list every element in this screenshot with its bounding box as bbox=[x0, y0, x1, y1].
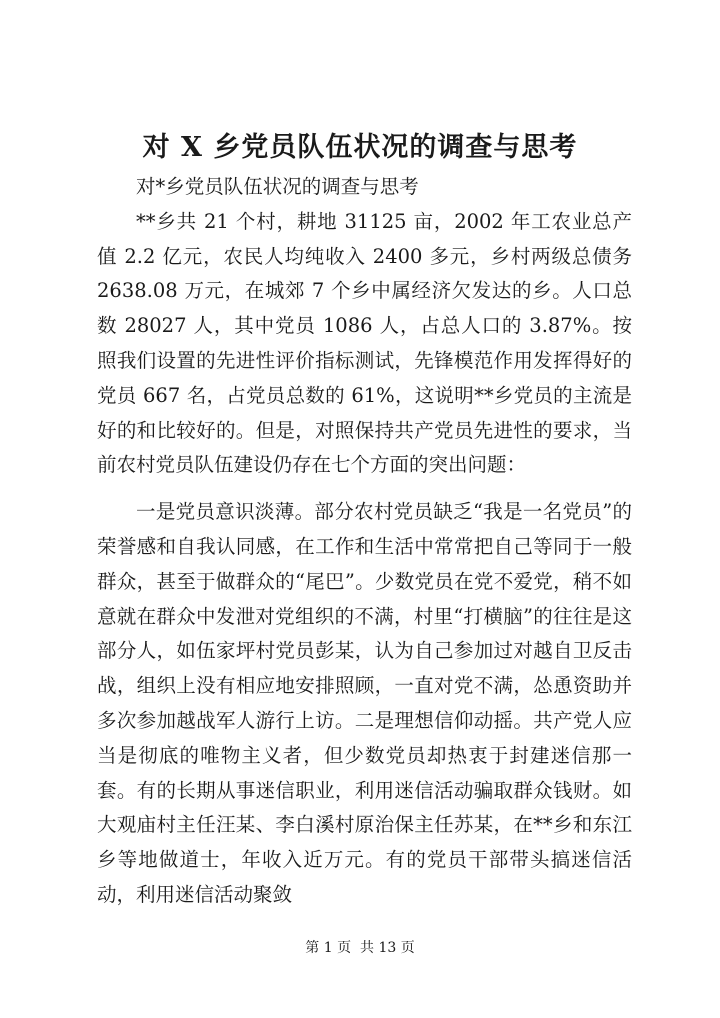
document-body bbox=[97, 170, 632, 913]
document-title: 对 X 乡党员队伍状况的调查与思考 bbox=[142, 132, 578, 163]
paragraph-spacer bbox=[97, 483, 632, 495]
paragraph-problems: 一是党员意识淡薄。部分农村党员缺乏“我是一名党员”的荣誉感和自我认同感，在工作和生活中常常把自己等同于一般群众，甚至于做群众的“尾巴”。少数党员在党不爱党，稍不如意就在群众中发泄对党组织的不满，村里“打横脑”的往往是这部分人，如伍家坪村党员彭某，认为自己参加过对越自卫反击战，组织上没有相应地安排照顾，一直对党不满，怂恿资助并多次参加越战军人游行上访。二是理想信仰动摇。共产党人应当是彻底的唯物主义者，但少数党员却热衷于封建迷信那一套。有的长期从事迷信职业，利用迷信活动骗取群众钱财。如大观庙村主任汪某、李白溪村原治保主任苏某，在**乡和东江乡等地做道士，年收入近万元。有的党员干部带头搞迷信活动，利用迷信活动聚敛 bbox=[97, 500, 632, 906]
page-footer bbox=[0, 938, 720, 958]
paragraph-subtitle: 对*乡党员队伍状况的调查与思考 bbox=[136, 175, 419, 198]
paragraph-overview: **乡共 21 个村，耕地 31125 亩，2002 年工农业总产值 2.2 亿元，农民人均纯收入 2400 多元，乡村两级总债务 2638.08 万元，在城郊 7 个乡中属经济欠发达的乡。人口总数 28027 人，其中党员 1086 人，占总人口的 3.87%。按照我们设置的先进性评价指标测试，先锋模范作用发挥得好的党员 667 名，占党员总数的 61%，这说明**乡党员的主流是好的和比较好的。但是，对照保持共产党员先进性的要求，当前农村党员队伍建设仍存在七个方面的突出问题： bbox=[97, 209, 632, 477]
page-number-label: 第 1 页 共 13 页 bbox=[305, 940, 415, 956]
